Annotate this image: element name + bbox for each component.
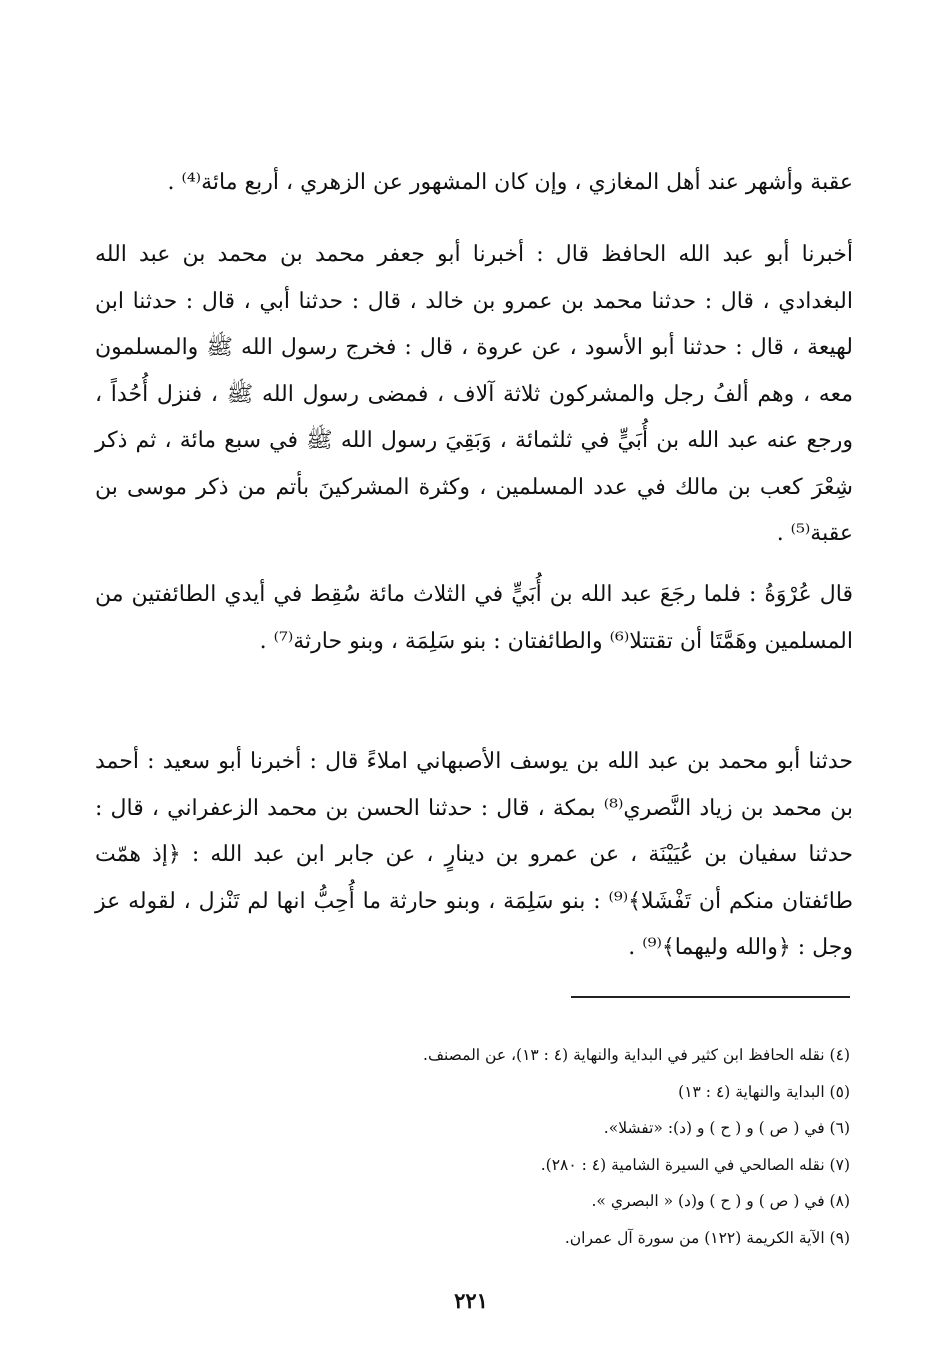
page-number: ٢٢١: [454, 1288, 488, 1313]
paragraph-continuation: [95, 160, 853, 207]
footnote-7: (٧) نقله الصالحي في السيرة الشامية (٤ : ٢٨٠).: [540, 1155, 850, 1174]
paragraph-text: عقبة وأشهر عند أهل المغازي ، وإن كان المشهور عن الزهري ، أربع مائة⁽⁴⁾ .: [167, 170, 853, 195]
paragraph-hadith-abu-abdullah: [95, 232, 853, 558]
paragraph-text: قال عُرْوَةُ : فلما رجَعَ عبد الله بن أُبَيٍّ في الثلاث مائة سُقِط في أيدي الطائفتين من المسلمين وهَمَّتَا أن تقتتلا⁽⁶⁾ والطائفتان : بنو سَلِمَة ، وبنو حارثة⁽⁷⁾ .: [95, 582, 853, 654]
footnote-5: (٥) البداية والنهاية (٤ : ١٣): [678, 1082, 850, 1101]
paragraph-hadith-abu-muhammad: [95, 739, 853, 972]
footnote-8: (٨) في ( ص ) و ( ح ) و(د) « البصري ».: [591, 1192, 850, 1210]
footnote-6: (٦) في ( ص ) و ( ح ) و (د): «تفشلا».: [603, 1119, 850, 1137]
paragraph-urwa: [95, 572, 853, 665]
footnote-9: (٩) الآية الكريمة (١٢٢) من سورة آل عمران.: [564, 1228, 850, 1247]
footnotes: [340, 1037, 850, 1256]
footnote-4: (٤) نقله الحافظ ابن كثير في البداية والنهاية (٤ : ١٣)، عن المصنف.: [423, 1046, 850, 1064]
footnote-separator: [571, 996, 850, 998]
paragraph-text: حدثنا أبو محمد بن عبد الله بن يوسف الأصبهاني املاءً قال : أخبرنا أبو سعيد : أحمد بن محمد بن زياد النَّصري⁽⁸⁾ بمكة ، قال : حدثنا الحسن بن محمد الزعفراني ، قال : حدثنا سفيان بن عُيَيْنَة ، عن عمرو بن دينارٍ ، عن جابر ابن عبد الله : ﴿إذ همّت طائفتان منكم أن تَفْشَلا﴾⁽⁹⁾ : بنو سَلِمَة ، وبنو حارثة ما أُحِبُّ انها لم تَنْزل ، لقوله عز وجل : ﴿والله وليهما﴾⁽⁹⁾ .: [95, 749, 853, 960]
paragraph-text: أخبرنا أبو عبد الله الحافظ قال : أخبرنا أبو جعفر محمد بن محمد بن عبد الله البغدادي ، قال : حدثنا محمد بن عمرو بن خالد ، قال : حدثنا أبي ، قال : حدثنا ابن لهيعة ، قال : حدثنا أبو الأسود ، عن عروة ، قال : فخرج رسول الله ﷺ والمسلمون معه ، وهم ألفُ رجل والمشركون ثلاثة آلاف ، فمضى رسول الله ﷺ ، فنزل أُحُداً ، ورجع عنه عبد الله بن أُبَيٍّ في ثلثمائة ، وَبَقِيَ رسول الله ﷺ في سبع مائة ، ثم ذكر شِعْرَ كعب بن مالك في عدد المسلمين ، وكثرة المشركينَ بأتم من ذكر موسى بن عقبة⁽⁵⁾ .: [95, 242, 853, 546]
